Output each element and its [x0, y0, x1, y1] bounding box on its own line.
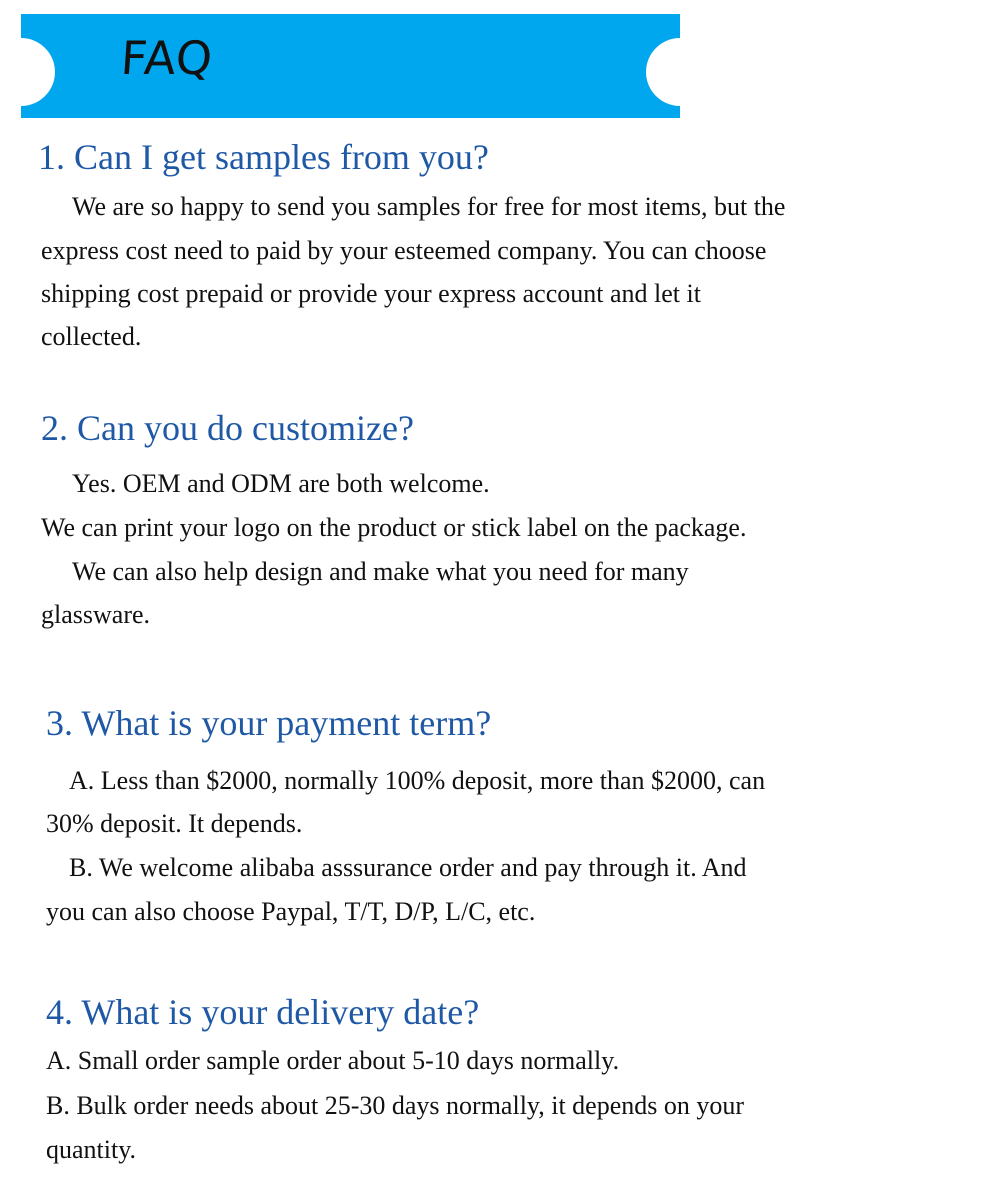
faq-question-4: 4. What is your delivery date?	[46, 992, 480, 1032]
faq-answer-3-line-3: B. We welcome alibaba asssurance order and pay through it. And	[69, 853, 747, 882]
faq-banner	[21, 14, 680, 118]
faq-question-3: 3. What is your payment term?	[46, 703, 492, 743]
faq-answer-2-line-2: We can print your logo on the product or stick label on the package.	[41, 513, 747, 542]
faq-answer-2-line-4: glassware.	[41, 600, 151, 629]
faq-answer-3-line-2: 30% deposit. It depends.	[46, 809, 303, 838]
banner-right-notch	[646, 38, 680, 106]
faq-answer-3-line-4: you can also choose Paypal, T/T, D/P, L/C, etc.	[46, 897, 536, 926]
faq-answer-4-line-2: B. Bulk order needs about 25-30 days normally, it depends on your	[46, 1091, 745, 1120]
faq-answer-4-line-1: A. Small order sample order about 5-10 days normally.	[46, 1046, 620, 1075]
faq-answer-1-line-3: shipping cost prepaid or provide your express account and let it	[41, 279, 701, 308]
faq-question-2: 2. Can you do customize?	[41, 408, 414, 448]
faq-answer-1-line-4: collected.	[41, 322, 142, 351]
faq-answer-1-line-2: express cost need to paid by your esteemed company. You can choose	[41, 236, 767, 265]
faq-answer-2-line-1: Yes. OEM and ODM are both welcome.	[72, 469, 490, 498]
faq-answer-2-line-3: We can also help design and make what you need for many	[72, 557, 689, 586]
faq-question-1: 1. Can I get samples from you?	[38, 137, 489, 177]
faq-title: FAQ	[119, 31, 215, 85]
faq-answer-3-line-1: A. Less than $2000, normally 100% deposit, more than $2000, can	[69, 766, 766, 795]
faq-answer-1-line-1: We are so happy to send you samples for free for most items, but the	[72, 192, 786, 221]
faq-answer-4-line-3: quantity.	[46, 1135, 137, 1164]
banner-left-notch	[21, 38, 55, 106]
